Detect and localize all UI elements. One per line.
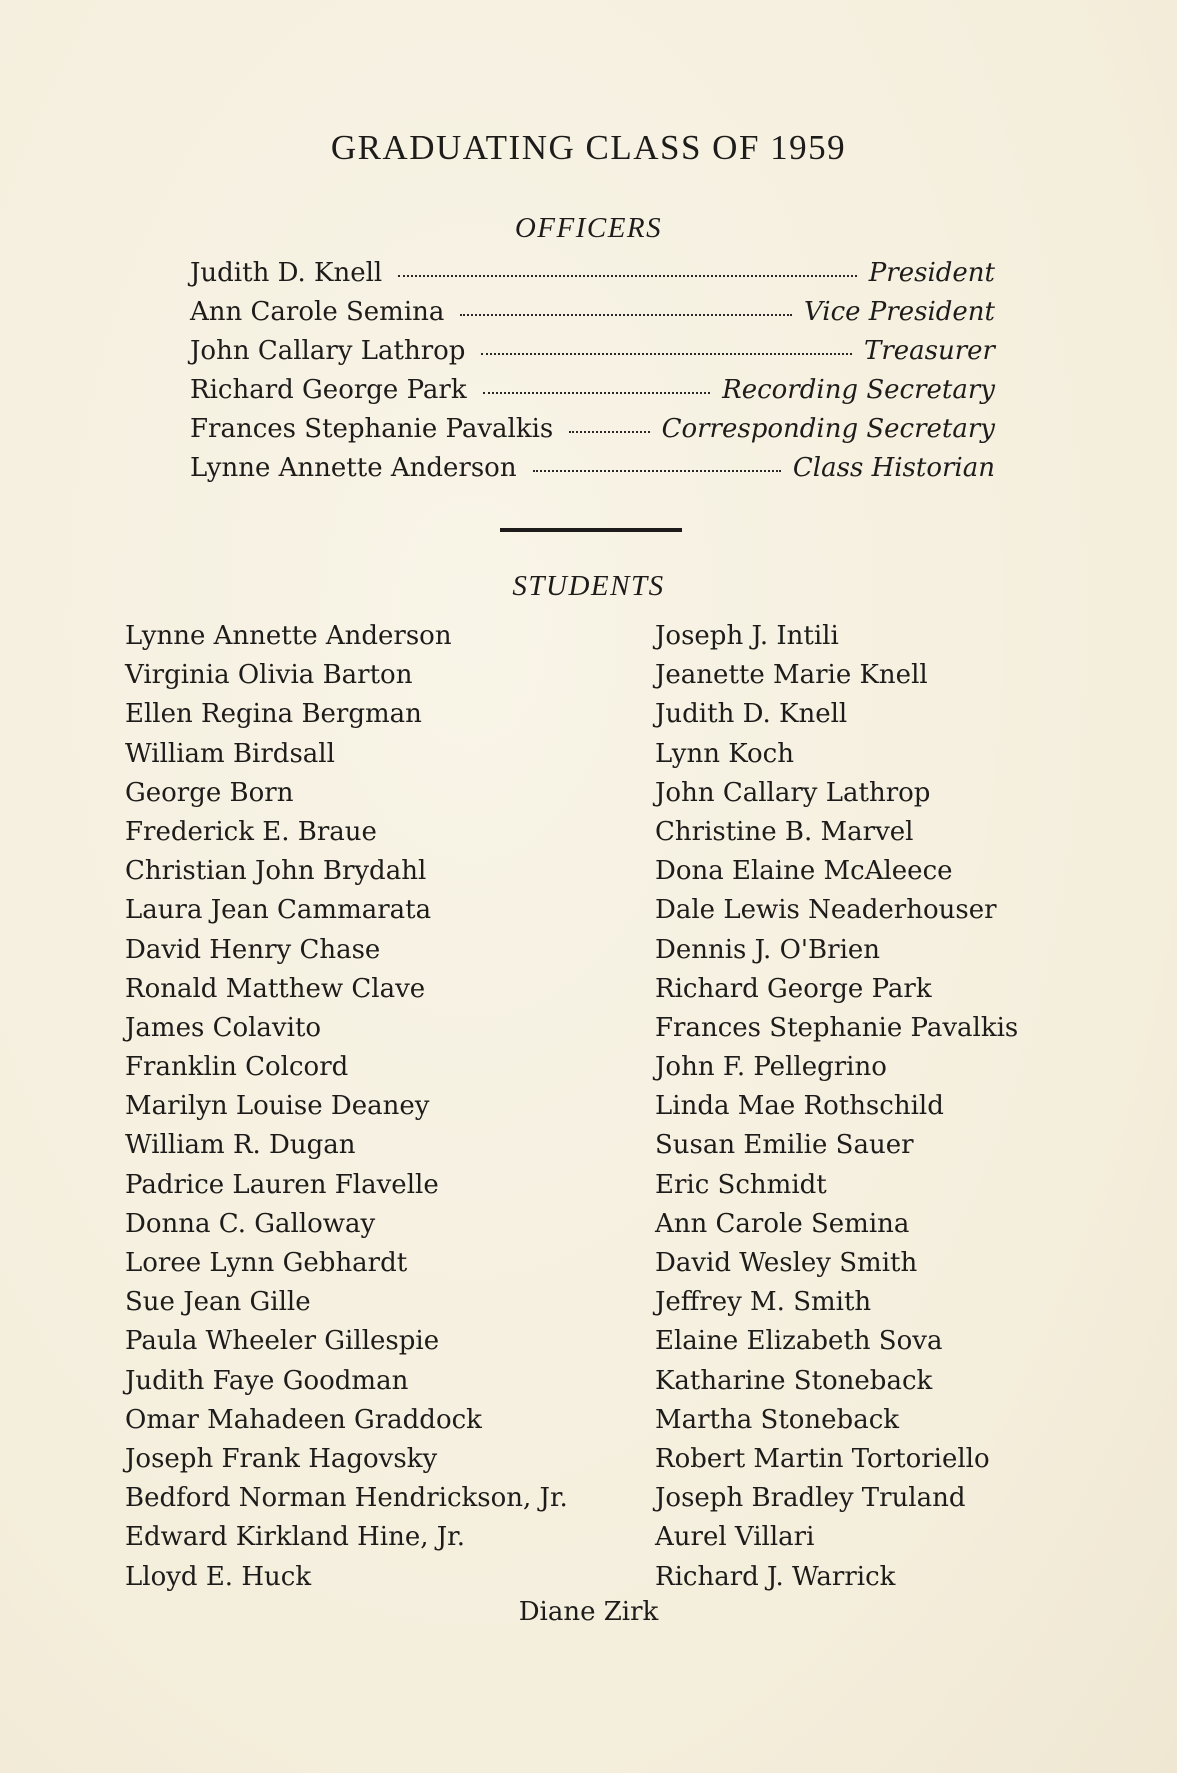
student-name: Sue Jean Gille <box>125 1287 311 1318</box>
dotted-leader <box>460 313 792 316</box>
student-name: William R. Dugan <box>125 1130 356 1161</box>
officer-row-recording-secretary <box>190 375 995 414</box>
student-name: James Colavito <box>125 1012 322 1043</box>
student-name: Richard George Park <box>655 973 932 1004</box>
student-name: John F. Pellegrino <box>655 1052 887 1083</box>
student-name: Ellen Regina Bergman <box>125 699 422 730</box>
student-name: Katharine Stoneback <box>655 1365 933 1396</box>
student-name: John Callary Lathrop <box>655 777 931 808</box>
student-name-final: Diane Zirk <box>518 1597 659 1627</box>
student-name: Padrice Lauren Flavelle <box>125 1169 439 1200</box>
student-name: Omar Mahadeen Graddock <box>125 1404 482 1435</box>
students-right-column <box>655 617 1018 1597</box>
officer-row-class-historian <box>190 453 995 492</box>
student-name: Martha Stoneback <box>655 1404 900 1435</box>
dotted-leader <box>483 391 711 394</box>
student-name: Laura Jean Cammarata <box>125 895 432 926</box>
officer-row-corresponding-secretary <box>190 414 995 453</box>
student-name: William Birdsall <box>125 738 335 769</box>
student-name: Dale Lewis Neaderhouser <box>655 895 997 926</box>
student-name: Susan Emilie Sauer <box>655 1130 914 1161</box>
student-name: Edward Kirkland Hine, Jr. <box>125 1522 466 1553</box>
officer-title: Corresponding Secretary <box>661 414 995 444</box>
student-name: Linda Mae Rothschild <box>655 1091 944 1122</box>
officer-title: Class Historian <box>792 453 995 483</box>
officer-name: John Callary Lathrop <box>190 336 466 366</box>
student-name: Marilyn Louise Deaney <box>125 1091 430 1122</box>
student-name: Dona Elaine McAleece <box>655 856 953 887</box>
student-name: David Wesley Smith <box>655 1248 918 1278</box>
student-name: Frances Stephanie Pavalkis <box>655 1012 1019 1043</box>
section-divider <box>500 528 682 532</box>
officer-row-treasurer <box>190 336 995 375</box>
student-name: Aurel Villari <box>655 1522 815 1553</box>
officer-title: Treasurer <box>864 336 995 366</box>
officer-title: Recording Secretary <box>722 375 995 405</box>
student-name: Joseph J. Intili <box>655 621 839 651</box>
student-name: Frederick E. Braue <box>125 816 377 847</box>
student-name: Elaine Elizabeth Sova <box>655 1326 943 1357</box>
officer-row-president <box>190 258 995 297</box>
student-name: Paula Wheeler Gillespie <box>125 1326 440 1357</box>
student-name: Dennis J. O'Brien <box>655 934 881 965</box>
officer-name: Ann Carole Semina <box>190 297 445 327</box>
officer-name: Richard George Park <box>190 375 467 405</box>
student-name: Lynne Annette Anderson <box>125 621 452 651</box>
student-name: Christian John Brydahl <box>125 856 427 887</box>
student-name: Robert Martin Tortoriello <box>655 1443 990 1474</box>
dotted-leader <box>481 352 852 355</box>
students-heading: STUDENTS <box>512 570 665 602</box>
student-name: George Born <box>125 777 294 808</box>
student-name: Joseph Bradley Truland <box>655 1483 966 1514</box>
officer-name: Judith D. Knell <box>190 258 383 288</box>
officers-list <box>190 258 995 492</box>
page-title: GRADUATING CLASS OF 1959 <box>330 128 847 167</box>
student-name: Jeffrey M. Smith <box>655 1287 872 1318</box>
student-name: Judith Faye Goodman <box>125 1365 409 1396</box>
student-name: Jeanette Marie Knell <box>655 660 928 691</box>
student-name: David Henry Chase <box>125 934 381 965</box>
student-name: Donna C. Galloway <box>125 1208 376 1239</box>
student-name: Franklin Colcord <box>125 1052 349 1083</box>
dotted-leader <box>569 430 649 433</box>
student-name: Judith D. Knell <box>655 699 848 730</box>
student-name: Joseph Frank Hagovsky <box>125 1443 438 1474</box>
student-name: Virginia Olivia Barton <box>125 660 413 691</box>
student-name: Lynn Koch <box>655 738 794 769</box>
officer-name: Frances Stephanie Pavalkis <box>190 414 554 444</box>
dotted-leader <box>398 274 857 277</box>
officers-heading: OFFICERS <box>514 212 663 244</box>
student-name: Ronald Matthew Clave <box>125 973 426 1004</box>
student-name: Lloyd E. Huck <box>125 1561 312 1592</box>
dotted-leader <box>533 469 781 472</box>
student-name: Bedford Norman Hendrickson, Jr. <box>125 1483 568 1514</box>
officer-name: Lynne Annette Anderson <box>190 453 517 483</box>
student-name: Christine B. Marvel <box>655 816 914 847</box>
students-left-column <box>125 617 568 1597</box>
student-name: Ann Carole Semina <box>655 1208 910 1239</box>
student-name: Loree Lynn Gebhardt <box>125 1248 408 1278</box>
student-name: Eric Schmidt <box>655 1169 827 1200</box>
officer-title: President <box>868 258 995 288</box>
officer-title: Vice President <box>803 297 995 327</box>
officer-row-vice-president <box>190 297 995 336</box>
student-name: Richard J. Warrick <box>655 1561 896 1592</box>
